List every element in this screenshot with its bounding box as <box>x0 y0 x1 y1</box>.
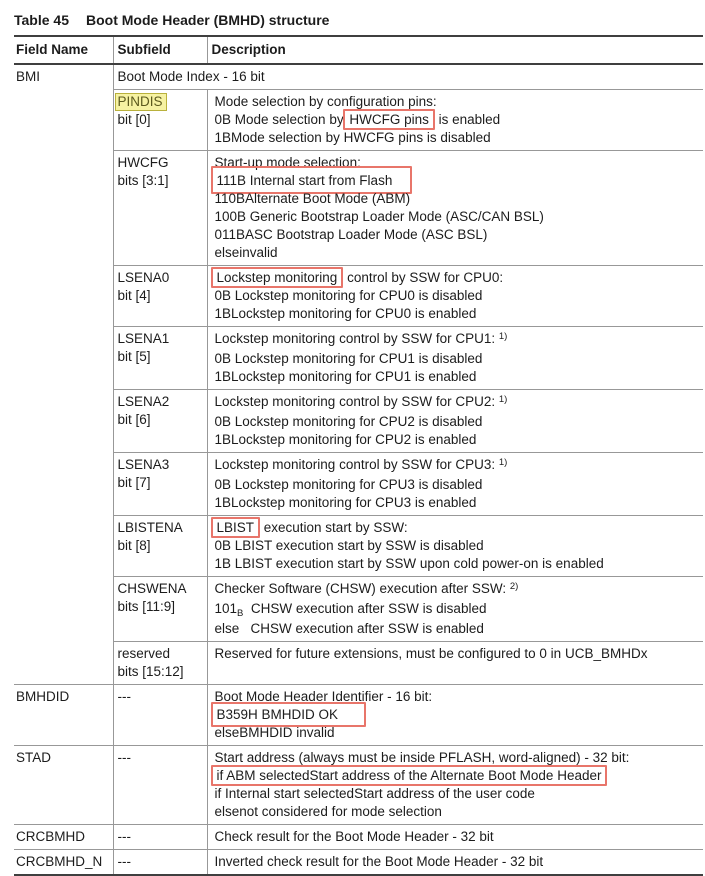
subscript-b: B <box>237 608 244 619</box>
subfield-bits: bit [8] <box>117 538 151 553</box>
text-run: 101 <box>214 601 238 616</box>
description-line <box>215 853 699 871</box>
subfield-bits: bits [11:9] <box>117 599 176 614</box>
description-cell <box>207 327 703 390</box>
description-line <box>215 431 699 449</box>
description-line <box>215 620 699 638</box>
table-row <box>14 850 703 876</box>
subfield-name <box>118 519 202 537</box>
text-run: Start-up mode selection: <box>214 155 361 170</box>
superscript-ref: 1) <box>498 457 508 468</box>
description-cell <box>207 453 703 516</box>
description-line <box>215 190 699 208</box>
table-number: Table 45 <box>14 12 69 28</box>
header-row <box>14 36 703 64</box>
description-line <box>215 244 699 262</box>
subfield-bits: bits [15:12] <box>117 664 184 679</box>
subfield-bits: bit [7] <box>117 475 151 490</box>
description-cell <box>207 642 703 685</box>
description-line <box>215 580 699 600</box>
text-run: 1BLockstep monitoring for CPU3 is enabled <box>214 495 477 510</box>
text-run: CHSW execution after SSW is disabled <box>243 601 487 616</box>
description-line <box>215 494 699 512</box>
text-run: elseBMHDID invalid <box>214 725 335 740</box>
description-cell <box>207 390 703 453</box>
description-cell <box>207 266 703 327</box>
text-run: elsenot considered for mode selection <box>214 804 442 819</box>
description-line <box>215 456 699 476</box>
description-line <box>215 393 699 413</box>
subfield-bits: bit [0] <box>117 112 151 127</box>
subfield-bits: bit [6] <box>117 412 151 427</box>
col-header-description: Description <box>207 36 703 64</box>
bmhd-structure-table <box>14 35 703 876</box>
subfield-cell <box>113 642 207 685</box>
subfield-bits: bit [4] <box>117 288 151 303</box>
text-run: HWCFG <box>117 155 169 170</box>
field-name-cell: CRCBMHD_N <box>14 850 113 876</box>
subfield-name <box>118 580 202 598</box>
text-run: Lockstep monitoring control by SSW for CPU3: <box>214 457 499 472</box>
text-run: Mode selection by configuration pins: <box>214 94 437 109</box>
text-run: LSENA2 <box>117 394 170 409</box>
text-run: 011BASC Bootstrap Loader Mode (ASC BSL) <box>214 227 488 242</box>
field-name-cell: BMHDID <box>14 685 113 746</box>
text-run: Boot Mode Header Identifier - 16 bit: <box>214 689 433 704</box>
subfield-name <box>118 456 202 474</box>
superscript-ref: 1) <box>498 331 508 342</box>
description-line <box>215 172 699 190</box>
text-run: LBISTENA <box>117 520 183 535</box>
highlight-marker: PINDIS <box>115 93 167 111</box>
description-line <box>215 93 699 111</box>
text-run: 0B Lockstep monitoring for CPU3 is disabled <box>214 477 483 492</box>
description-line <box>215 476 699 494</box>
description-cell <box>207 850 703 876</box>
description-line <box>215 600 699 620</box>
subfield-name <box>118 154 202 172</box>
red-annotation-box: if ABM selectedStart address of the Alternate Boot Mode Header <box>211 765 608 786</box>
text-run: 1BMode selection by HWCFG pins is disabled <box>214 130 491 145</box>
text-run: control by SSW for CPU0: <box>343 270 504 285</box>
table-row <box>14 825 703 850</box>
subfield-cell <box>113 151 207 266</box>
subfield-cell <box>113 390 207 453</box>
table-row <box>14 746 703 825</box>
text-run: Start address (always must be inside PFLASH, word-aligned) - 32 bit: <box>214 750 630 765</box>
subfield-cell <box>113 327 207 390</box>
text-run: 110BAlternate Boot Mode (ABM) <box>214 191 411 206</box>
description-line <box>215 368 699 386</box>
description-line <box>215 287 699 305</box>
text-run: LSENA3 <box>117 457 170 472</box>
text-run: 0B Lockstep monitoring for CPU0 is disabled <box>214 288 483 303</box>
superscript-ref: 2) <box>509 581 519 592</box>
table-row <box>14 577 703 642</box>
table-row <box>14 685 703 746</box>
subfield-cell <box>113 453 207 516</box>
table-row <box>14 516 703 577</box>
subfield-cell <box>113 90 207 151</box>
subfield-cell: --- <box>113 746 207 825</box>
text-run: is enabled <box>434 112 501 127</box>
text-run: LSENA1 <box>117 331 170 346</box>
description-cell <box>207 151 703 266</box>
field-name-cell: BMI <box>14 64 113 685</box>
description-line <box>215 350 699 368</box>
description-line <box>215 208 699 226</box>
text-run: CHSWENA <box>117 581 187 596</box>
description-line <box>215 803 699 821</box>
col-header-subfield: Subfield <box>113 36 207 64</box>
description-cell <box>207 577 703 642</box>
subfield-cell: --- <box>113 850 207 876</box>
red-annotation-box: LBIST <box>211 517 261 538</box>
subfield-cell: --- <box>113 685 207 746</box>
text-run: Reserved for future extensions, must be configured to 0 in UCB_BMHDx <box>214 646 648 661</box>
text-run: 1BLockstep monitoring for CPU1 is enabled <box>214 369 477 384</box>
table-row <box>14 642 703 685</box>
description-line <box>215 519 699 537</box>
description-cell <box>207 685 703 746</box>
subfield-cell <box>113 516 207 577</box>
description-line <box>215 767 699 785</box>
red-annotation-box: Lockstep monitoring <box>211 267 344 288</box>
table-title <box>14 12 703 28</box>
description-line <box>215 269 699 287</box>
text-run: Checker Software (CHSW) execution after SSW: <box>214 581 510 596</box>
description-cell <box>207 90 703 151</box>
text-run: 1B LBIST execution start by SSW upon cold power-on is enabled <box>214 556 604 571</box>
text-run: else CHSW execution after SSW is enabled <box>214 621 484 636</box>
subfield-bits: bit [5] <box>117 349 151 364</box>
table-row <box>14 266 703 327</box>
superscript-ref: 1) <box>498 394 508 405</box>
table-row <box>14 453 703 516</box>
table-row <box>14 151 703 266</box>
text-run: execution start by SSW: <box>260 520 408 535</box>
col-header-field-name: Field Name <box>14 36 113 64</box>
text-run: 100B Generic Bootstrap Loader Mode (ASC/CAN BSL) <box>214 209 544 224</box>
description-line <box>215 330 699 350</box>
text-run: reserved <box>117 646 171 661</box>
subfield-cell <box>113 266 207 327</box>
text-run: LSENA0 <box>117 270 170 285</box>
description-cell <box>207 516 703 577</box>
description-line <box>215 555 699 573</box>
subfield-name <box>118 269 202 287</box>
table-row <box>14 390 703 453</box>
subfield-cell: --- <box>113 825 207 850</box>
text-run: if Internal start selectedStart address of the user code <box>214 786 535 801</box>
table-row <box>14 64 703 90</box>
table-caption: Boot Mode Header (BMHD) structure <box>86 12 330 28</box>
description-line <box>215 785 699 803</box>
description-line <box>215 645 699 663</box>
field-name-cell: STAD <box>14 746 113 825</box>
text-run: 0B Lockstep monitoring for CPU1 is disabled <box>214 351 483 366</box>
merged-subfield-description-cell: Boot Mode Index - 16 bit <box>113 64 703 90</box>
text-run: 0B Mode selection by <box>214 112 348 127</box>
description-line <box>215 226 699 244</box>
subfield-name <box>118 393 202 411</box>
red-annotation-box: B359H BMHDID OK <box>211 702 367 727</box>
description-line <box>215 305 699 323</box>
red-annotation-box: 111B Internal start from Flash <box>211 166 413 194</box>
subfield-bits: bits [3:1] <box>117 173 169 188</box>
text-run: 1BLockstep monitoring for CPU0 is enabled <box>214 306 477 321</box>
description-cell <box>207 825 703 850</box>
subfield-name <box>118 645 202 663</box>
description-line <box>215 537 699 555</box>
table-row <box>14 90 703 151</box>
description-line <box>215 413 699 431</box>
subfield-name <box>118 330 202 348</box>
text-run: Lockstep monitoring control by SSW for CPU2: <box>214 394 499 409</box>
description-line <box>215 828 699 846</box>
description-line <box>215 129 699 147</box>
text-run: elseinvalid <box>214 245 278 260</box>
description-line <box>215 724 699 742</box>
text-run: Inverted check result for the Boot Mode Header - 32 bit <box>214 854 544 869</box>
text-run: Check result for the Boot Mode Header - 32 bit <box>214 829 494 844</box>
description-line <box>215 111 699 129</box>
text-run: Lockstep monitoring control by SSW for CPU1: <box>214 331 499 346</box>
red-annotation-box: HWCFG pins <box>343 109 435 130</box>
text-run: 0B Lockstep monitoring for CPU2 is disabled <box>214 414 483 429</box>
subfield-cell <box>113 577 207 642</box>
subfield-name <box>118 93 202 111</box>
description-cell <box>207 746 703 825</box>
table-row <box>14 327 703 390</box>
field-name-cell: CRCBMHD <box>14 825 113 850</box>
text-run: 1BLockstep monitoring for CPU2 is enabled <box>214 432 477 447</box>
text-run: 0B LBIST execution start by SSW is disabled <box>214 538 484 553</box>
description-line <box>215 706 699 724</box>
